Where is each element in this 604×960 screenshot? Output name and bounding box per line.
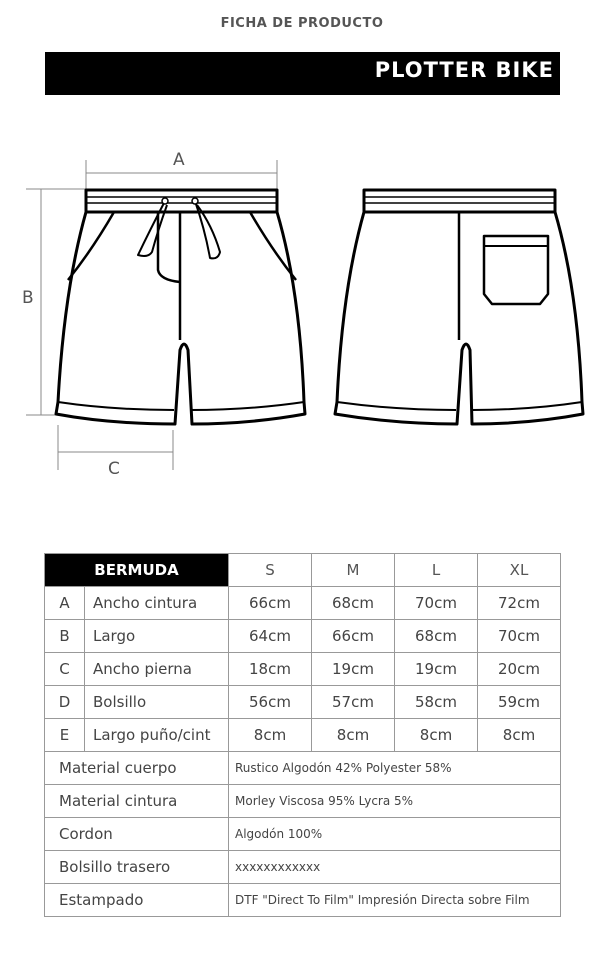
table-row <box>45 587 561 620</box>
material-value: DTF "Direct To Film" Impresión Directa sobre Film <box>229 884 561 917</box>
measure-value: 64cm <box>229 620 312 653</box>
table-row <box>45 653 561 686</box>
material-value: Morley Viscosa 95% Lycra 5% <box>229 785 561 818</box>
measure-label: Largo puño/cint <box>85 719 229 752</box>
measure-label: Largo <box>85 620 229 653</box>
document-title: FICHA DE PRODUCTO <box>220 16 384 31</box>
measure-value: 59cm <box>478 686 561 719</box>
measure-value: 57cm <box>312 686 395 719</box>
measure-value: 8cm <box>312 719 395 752</box>
measure-value: 8cm <box>395 719 478 752</box>
measure-code: C <box>45 653 85 686</box>
measure-label: Ancho cintura <box>85 587 229 620</box>
table-row <box>45 719 561 752</box>
material-row <box>45 785 561 818</box>
product-type-header: BERMUDA <box>45 554 229 587</box>
material-label: Estampado <box>45 884 229 917</box>
material-label: Cordon <box>45 818 229 851</box>
dimension-a-label: A <box>173 150 185 170</box>
measure-value: 8cm <box>229 719 312 752</box>
size-header: XL <box>478 554 561 587</box>
shorts-back-view <box>335 190 583 424</box>
measure-value: 19cm <box>312 653 395 686</box>
measure-value: 66cm <box>229 587 312 620</box>
measure-value: 70cm <box>395 587 478 620</box>
table-row <box>45 620 561 653</box>
measure-value: 18cm <box>229 653 312 686</box>
measure-value: 58cm <box>395 686 478 719</box>
measure-label: Ancho pierna <box>85 653 229 686</box>
material-row <box>45 818 561 851</box>
shorts-illustration <box>0 140 604 490</box>
measure-value: 70cm <box>478 620 561 653</box>
measure-code: A <box>45 587 85 620</box>
measure-value: 19cm <box>395 653 478 686</box>
material-value: Rustico Algodón 42% Polyester 58% <box>229 752 561 785</box>
table-row <box>45 686 561 719</box>
material-row <box>45 851 561 884</box>
size-header: M <box>312 554 395 587</box>
measure-code: B <box>45 620 85 653</box>
technical-drawing <box>0 140 604 490</box>
measure-value: 72cm <box>478 587 561 620</box>
measure-code: D <box>45 686 85 719</box>
measure-value: 66cm <box>312 620 395 653</box>
measure-label: Bolsillo <box>85 686 229 719</box>
size-header: S <box>229 554 312 587</box>
size-chart-table <box>44 553 561 917</box>
brand-name: PLOTTER BIKE <box>374 58 554 82</box>
material-row <box>45 752 561 785</box>
material-label: Material cuerpo <box>45 752 229 785</box>
size-header: L <box>395 554 478 587</box>
measure-value: 20cm <box>478 653 561 686</box>
measure-value: 68cm <box>312 587 395 620</box>
material-value: Algodón 100% <box>229 818 561 851</box>
material-value: xxxxxxxxxxxx <box>229 851 561 884</box>
dimension-b-label: B <box>22 288 34 308</box>
measure-code: E <box>45 719 85 752</box>
measure-value: 56cm <box>229 686 312 719</box>
brand-banner <box>45 52 560 95</box>
dimension-c-label: C <box>108 459 120 479</box>
table-header-row <box>45 554 561 587</box>
material-row <box>45 884 561 917</box>
material-label: Bolsillo trasero <box>45 851 229 884</box>
material-label: Material cintura <box>45 785 229 818</box>
measure-value: 8cm <box>478 719 561 752</box>
shorts-front-view <box>56 190 305 424</box>
measure-value: 68cm <box>395 620 478 653</box>
